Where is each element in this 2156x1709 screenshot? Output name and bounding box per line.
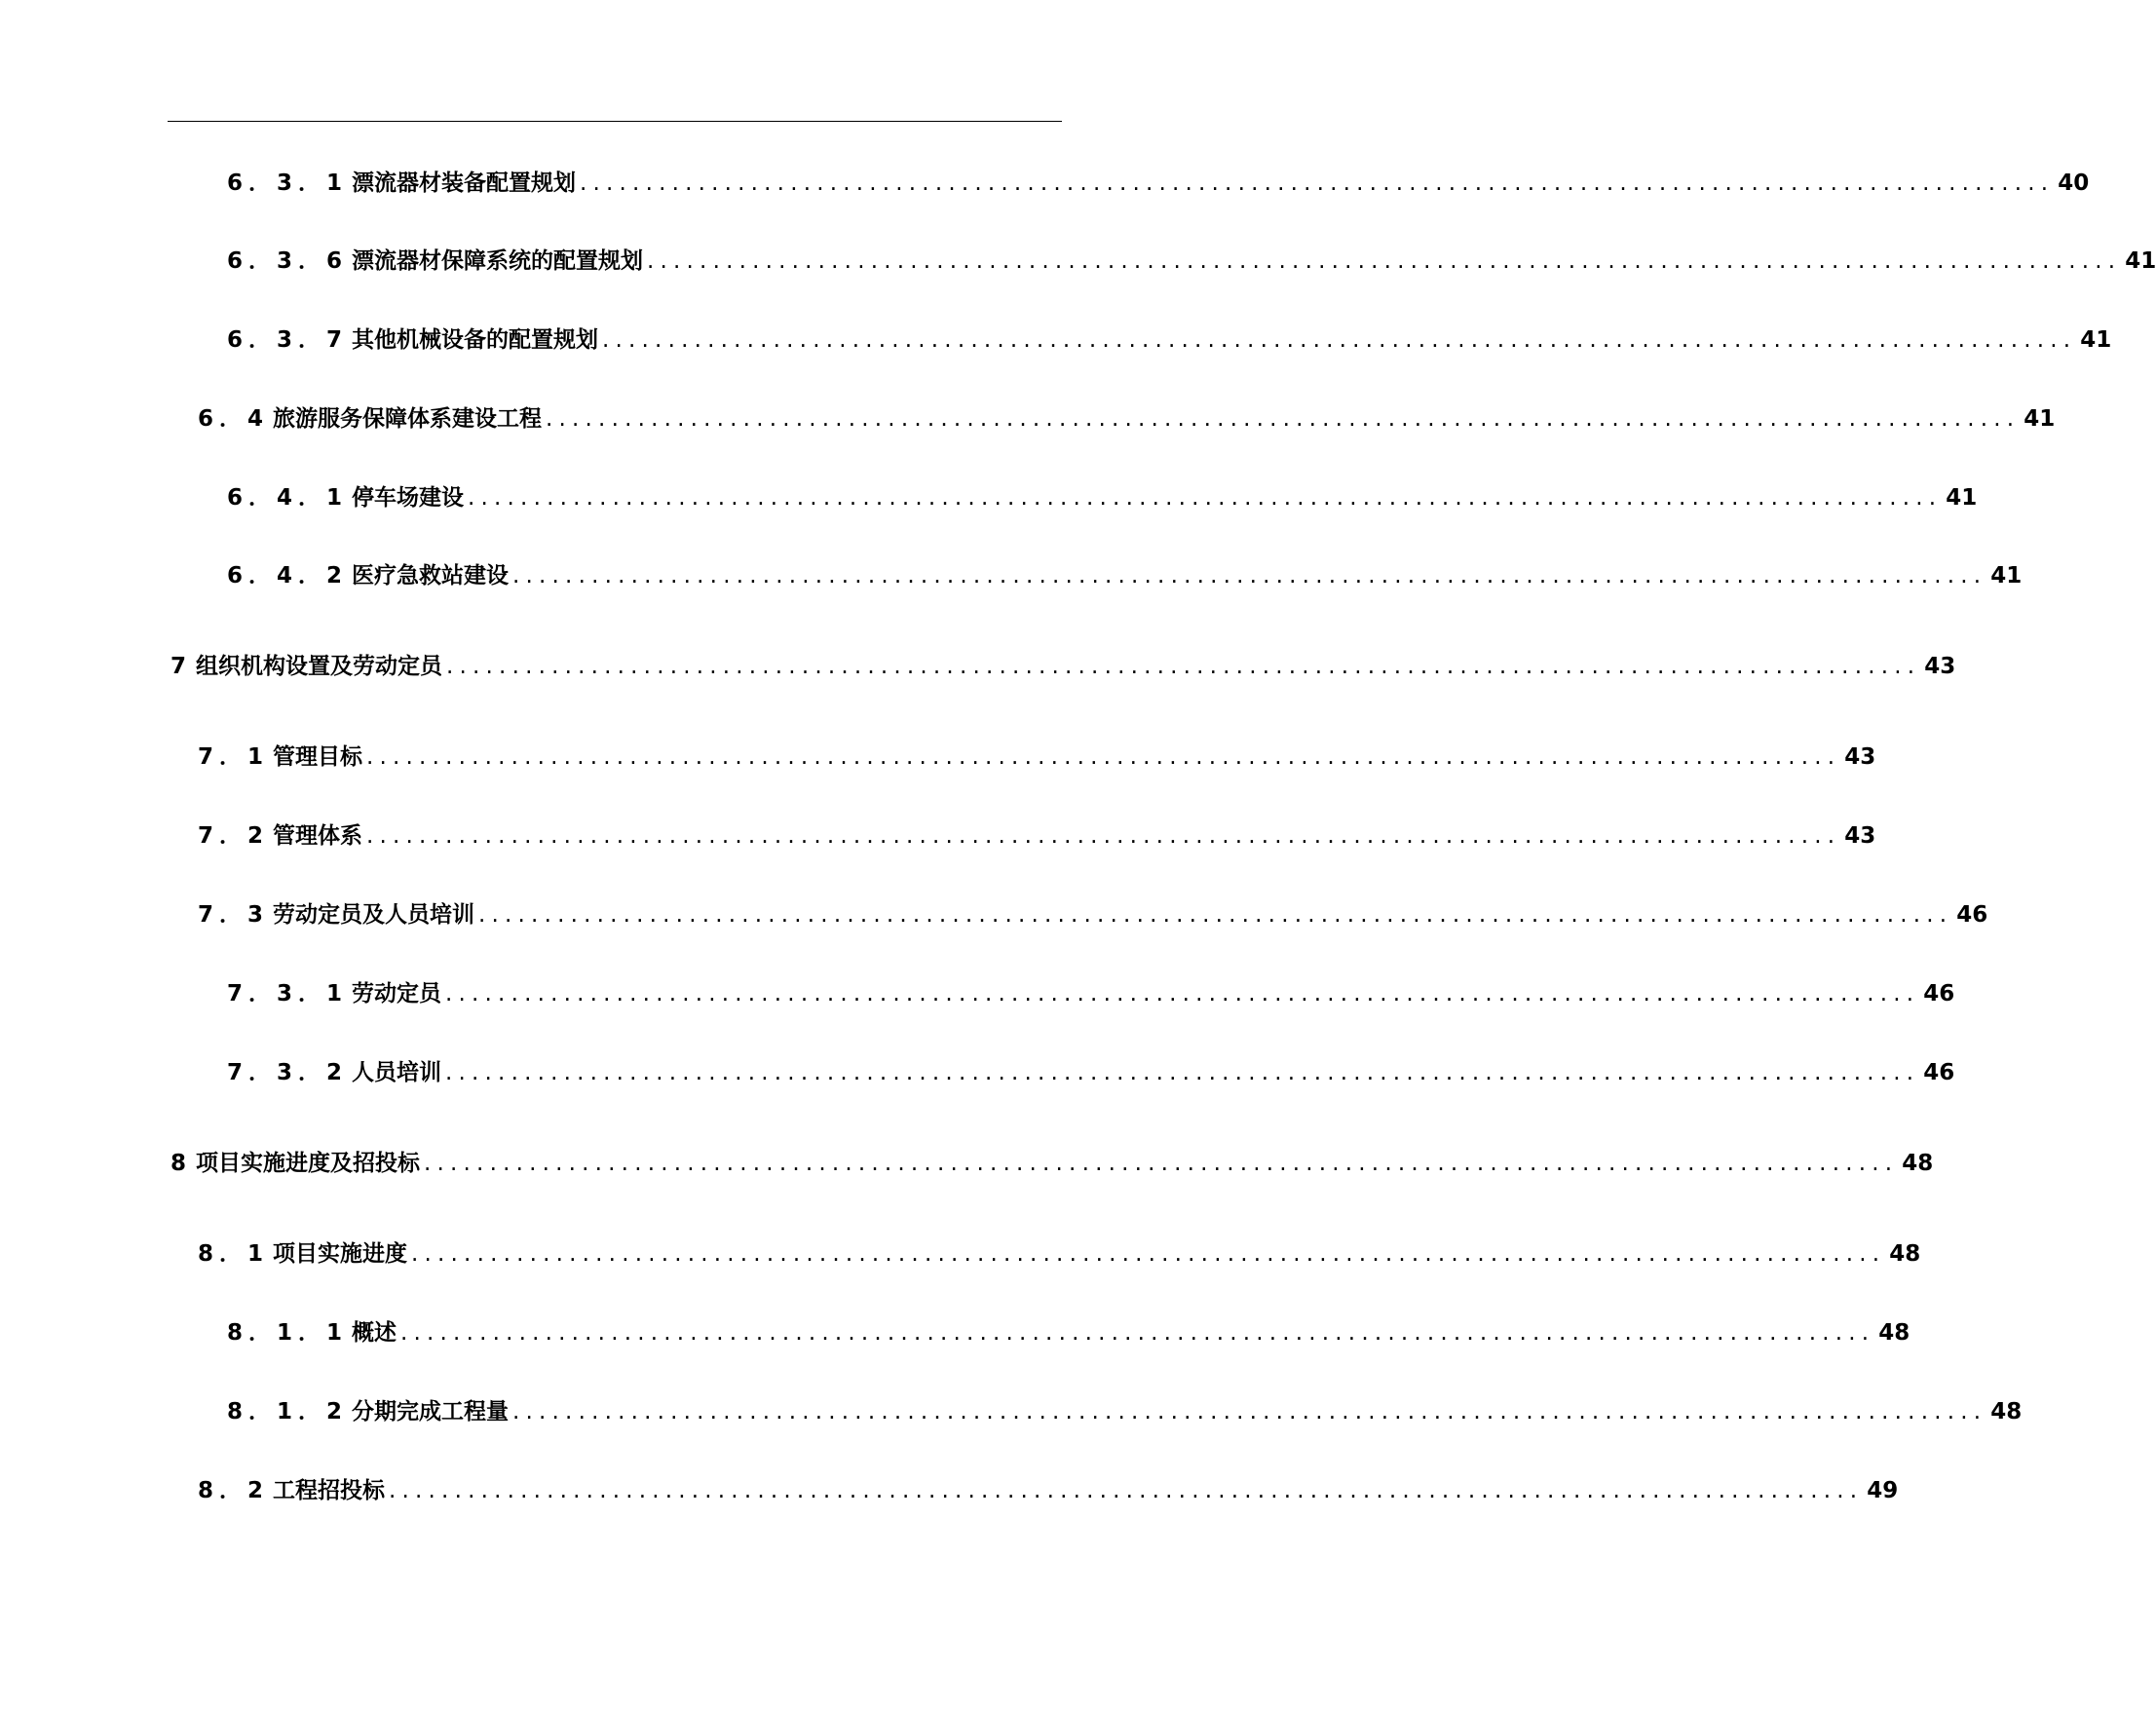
toc-entry-page: 40 [2058,171,2090,196]
toc-entry [198,399,2056,438]
toc-entry-title: 旅游服务保障体系建设工程 [273,406,543,432]
toc-entry-title: 分期完成工程量 [352,1399,510,1424]
toc-entry-title: 漂流器材装备配置规划 [352,171,577,196]
toc-entry [227,974,1955,1013]
toc-entry [198,738,1876,777]
toc-entry-page: 48 [1902,1151,1934,1176]
toc-dot-leader: ................................................................................................................ [446,654,1921,679]
toc-entry-number: 6．3．6 [227,248,349,274]
toc-entry-page: 46 [1956,902,1988,928]
toc-entry-number: 7．3．1 [227,981,349,1006]
toc-entry-number: 7 [170,654,193,679]
toc-entry-number: 6．4．2 [227,563,349,589]
toc-entry-title: 工程招投标 [273,1478,386,1503]
toc-dot-leader: ................................................................................................................ [512,1399,1987,1424]
toc-entry [170,647,1956,686]
toc-entry-number: 7．1 [198,744,270,770]
toc-dot-leader: ................................................................................................................ [366,823,1841,849]
toc-entry-number: 6．3．7 [227,327,349,353]
toc-entry-page: 41 [2080,327,2112,353]
toc-dot-leader: ................................................................................................................ [445,1060,1920,1085]
toc-dot-leader: ................................................................................................................ [389,1478,1864,1503]
toc-entry-title: 其他机械设备的配置规划 [352,327,599,353]
toc-entry-page: 46 [1923,1060,1955,1085]
toc-entry-title: 劳动定员及人员培训 [273,902,475,928]
toc-entry-title: 医疗急救站建设 [352,563,510,589]
toc-dot-leader: ................................................................................................................ [400,1320,1875,1346]
toc-entry-page: 48 [1889,1241,1921,1267]
toc-entry [227,478,1978,517]
toc-entry-page: 49 [1867,1478,1899,1503]
toc-entry-title: 项目实施进度 [273,1241,408,1267]
toc-dot-leader: ................................................................................................................ [411,1241,1886,1267]
toc-dot-leader: ................................................................................................................ [647,248,2122,274]
toc-dot-leader: ................................................................................................................ [424,1151,1899,1176]
toc-entry-page: 43 [1844,744,1876,770]
toc-entry-number: 8．2 [198,1478,270,1503]
toc-entry-number: 8．1 [198,1241,270,1267]
toc-entry-number: 7．3．2 [227,1060,349,1085]
toc-entry-number: 6．3．1 [227,171,349,196]
toc-entry-number: 6．4 [198,406,270,432]
toc-dot-leader: ................................................................................................................ [366,744,1841,770]
toc-entry-number: 7．2 [198,823,270,849]
toc-dot-leader: ................................................................................................................ [580,171,2055,196]
toc-entry [198,895,1988,934]
toc-entry [170,1144,1934,1183]
toc-entry-number: 7．3 [198,902,270,928]
toc-dot-leader: ................................................................................................................ [445,981,1920,1006]
toc-entry-number: 8．1．1 [227,1320,349,1346]
toc-entry-page: 41 [2024,406,2056,432]
toc-entry [227,164,2090,203]
toc-dot-leader: ................................................................................................................ [546,406,2021,432]
toc-entry-number: 8．1．2 [227,1399,349,1424]
toc-entry-page: 46 [1923,981,1955,1006]
toc-entry-page: 48 [1990,1399,2023,1424]
toc-entry [227,242,2156,281]
toc-entry [198,1471,1899,1510]
toc-entry-title: 劳动定员 [352,981,442,1006]
toc-entry [227,1313,1910,1352]
toc-entry [198,1234,1921,1273]
toc-entry-title: 管理目标 [273,744,363,770]
toc-entry-title: 管理体系 [273,823,363,849]
toc-entry-page: 41 [1990,563,2023,589]
toc-entry-page: 48 [1878,1320,1910,1346]
toc-dot-leader: ................................................................................................................ [512,563,1987,589]
header-rule [168,121,1062,122]
toc-entry-page: 41 [2125,248,2156,274]
toc-entry [198,817,1876,855]
toc-dot-leader: ................................................................................................................ [468,485,1943,511]
toc-entry-title: 漂流器材保障系统的配置规划 [352,248,644,274]
toc-entry-number: 8 [170,1151,193,1176]
toc-entry-number: 6．4．1 [227,485,349,511]
toc-entry-page: 43 [1924,654,1956,679]
toc-entry-title: 人员培训 [352,1060,442,1085]
toc-entry [227,321,2112,360]
toc-entry [227,1392,2023,1431]
toc-entry-page: 41 [1946,485,1978,511]
toc-entry-title: 项目实施进度及招投标 [196,1151,421,1176]
toc-dot-leader: ................................................................................................................ [478,902,1953,928]
toc-entry [227,1053,1955,1092]
toc-entry [227,556,2023,595]
toc-entry-title: 停车场建设 [352,485,465,511]
toc-entry-title: 概述 [352,1320,397,1346]
toc-entry-title: 组织机构设置及劳动定员 [196,654,443,679]
toc-dot-leader: ................................................................................................................ [602,327,2077,353]
toc-entry-page: 43 [1844,823,1876,849]
